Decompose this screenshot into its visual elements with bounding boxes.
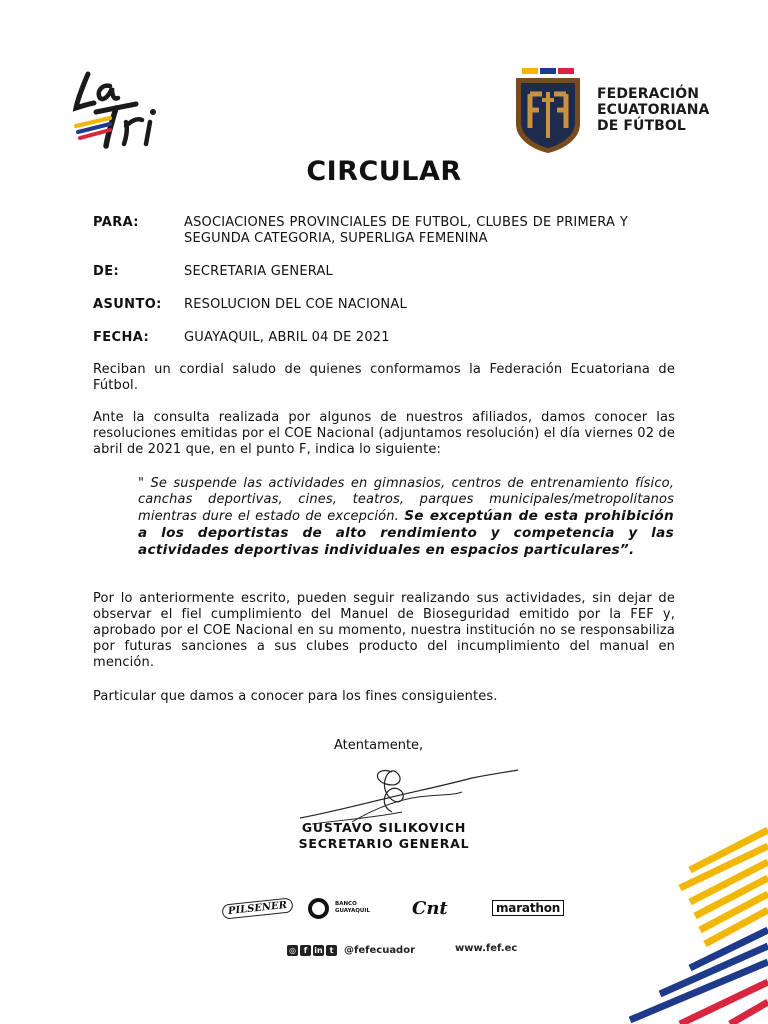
la-tri-logo — [66, 64, 176, 156]
cnt-logo-text: Cnt — [412, 897, 448, 919]
linkedin-icon[interactable]: in — [314, 945, 323, 955]
coe-quote-text: " Se suspende las actividades en gimnasios, centros de entrenamiento físico, canchas deportivas, cines, teatros, parques municipales/metropolitanos mientras dure el estado de excepción. — [138, 476, 674, 524]
decorative-stripes — [540, 770, 768, 1024]
banco-line-1: BANCO — [335, 901, 357, 907]
banco-guayaquil-logo — [308, 894, 388, 922]
coe-quote — [138, 476, 674, 559]
fef-name-line-2: ECUATORIANA — [597, 102, 710, 118]
fef-name-line-3: DE FÚTBOL — [597, 118, 686, 134]
facebook-icon[interactable]: f — [300, 945, 311, 956]
closing: Atentamente, — [334, 738, 424, 753]
greeting-paragraph: Reciban un cordial saludo de quienes conformamos la Federación Ecuatoriana de Fútbol. — [93, 362, 675, 393]
website-link[interactable]: www.fef.ec — [455, 943, 518, 954]
field-de-label: DE: — [93, 264, 120, 279]
field-fecha-label: FECHA: — [93, 330, 150, 345]
signer-name: GUSTAVO SILIKOVICH — [301, 820, 467, 835]
document-title: CIRCULAR — [306, 156, 462, 187]
paragraph-4: Particular que damos a conocer para los fines consiguientes. — [93, 689, 498, 704]
fef-shield-logo — [512, 66, 584, 154]
coe-quote-exception: Se exceptúan de esta prohibición a los deportistas de alto rendimiento y competencia y las actividades deportivas individuales en espacios particulares”. — [138, 508, 674, 558]
cnt-logo — [412, 894, 462, 922]
signer-role: SECRETARIO GENERAL — [298, 836, 470, 851]
instagram-icon[interactable]: ◎ — [287, 945, 298, 956]
social-links — [287, 942, 415, 958]
field-fecha-value: GUAYAQUIL, ABRIL 04 DE 2021 — [184, 330, 390, 345]
twitter-icon[interactable]: t — [326, 945, 337, 956]
pilsener-logo-text: PILSENER — [221, 897, 293, 919]
banco-ring-icon — [308, 898, 329, 919]
field-para-value: ASOCIACIONES PROVINCIALES DE FUTBOL, CLUBES DE PRIMERA Y SEGUNDA CATEGORIA, SUPERLIGA FEMENINA — [184, 215, 628, 246]
social-handle[interactable]: @fefecuador — [344, 944, 416, 956]
paragraph-3: Por lo anteriormente escrito, pueden seguir realizando sus actividades, sin dejar de observar el fiel cumplimiento del Manuel de Bioseguridad emitido por la FEF y, aprobado por el COE Nacional en su momento, nuestra institución no se responsabiliza por futuras sanciones a sus clubes producto del incumplimiento del manual en mención. — [93, 591, 675, 670]
fef-name — [597, 86, 709, 134]
field-asunto-label: ASUNTO: — [93, 297, 162, 312]
sponsor-logos — [222, 894, 572, 924]
fef-name-line-1: FEDERACIÓN — [597, 86, 700, 102]
banco-line-2: GUAYAQUIL — [335, 908, 370, 914]
pilsener-logo — [222, 894, 288, 922]
field-de-value: SECRETARIA GENERAL — [184, 264, 333, 279]
marathon-logo-text: marathon — [492, 900, 564, 916]
field-para-label: PARA: — [93, 215, 139, 230]
field-asunto-value: RESOLUCION DEL COE NACIONAL — [184, 297, 407, 312]
intro-paragraph: Ante la consulta realizada por algunos de nuestros afiliados, damos conocer las resoluciones emitidas por el COE Nacional (adjuntamos resolución) el día viernes 02 de abril de 2021 que, en el punto F, indica lo siguiente: — [93, 410, 675, 457]
